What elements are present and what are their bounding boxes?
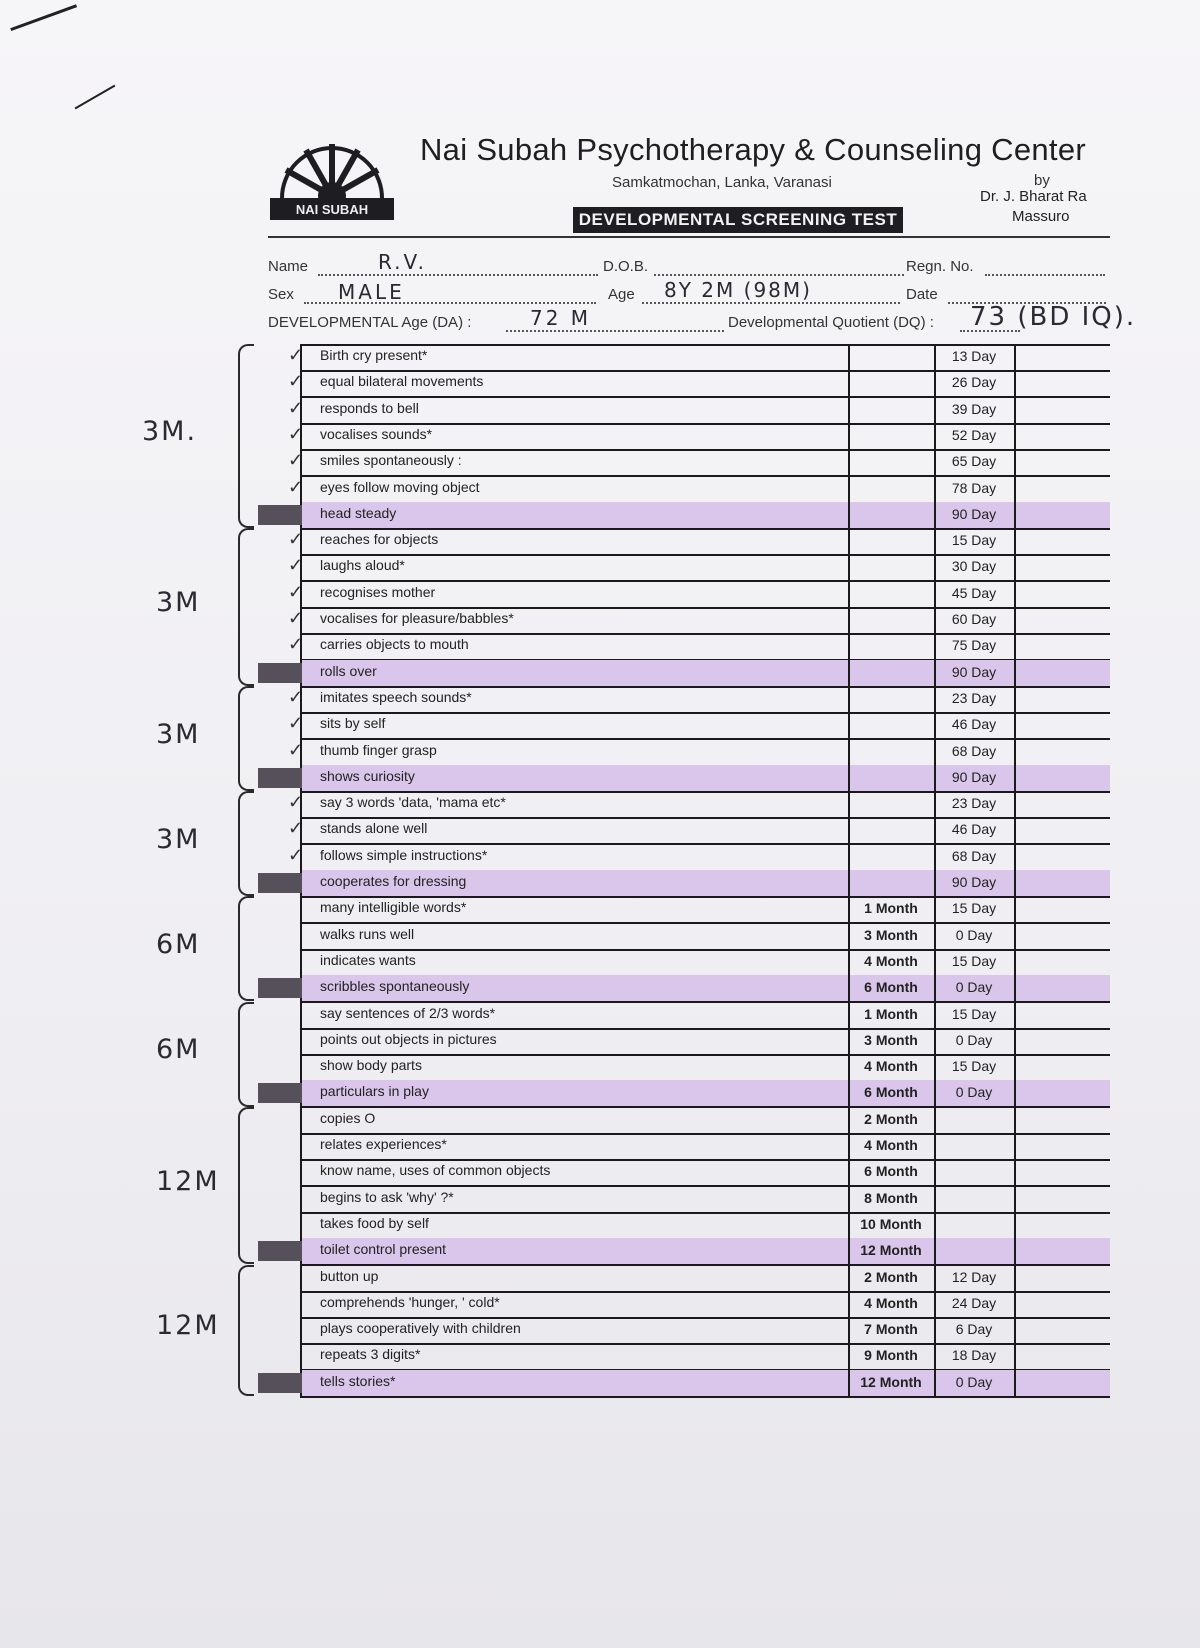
item-label: say 3 words 'data, 'mama etc*	[320, 794, 506, 811]
day-cell: 60 Day	[951, 611, 997, 627]
month-cell: 10 Month	[860, 1215, 922, 1232]
name-value: R.V.	[378, 250, 428, 274]
group-badge	[258, 978, 302, 998]
table-row	[300, 896, 1110, 924]
item-label: responds to bell	[320, 399, 419, 416]
table-row	[300, 370, 1110, 398]
day-cell: 0 Day	[955, 1084, 993, 1101]
item-label: laughs aloud*	[320, 557, 405, 574]
group-bracket	[238, 791, 254, 896]
group-badge	[258, 1083, 302, 1103]
table-row	[300, 739, 1110, 767]
item-label: eyes follow moving object	[320, 478, 480, 495]
table-row	[300, 1265, 1110, 1293]
age-annotation: 3M	[156, 823, 201, 855]
group-bracket	[238, 344, 254, 528]
day-cell: 46 Day	[951, 821, 997, 838]
sex-value: MALE	[338, 280, 405, 304]
check-mark-icon: ✓	[288, 818, 304, 839]
item-label: points out objects in pictures	[320, 1030, 497, 1047]
day-cell: 23 Day	[951, 689, 997, 706]
day-cell: 15 Day	[951, 900, 997, 917]
group-bracket	[238, 686, 254, 791]
check-mark-icon: ✓	[288, 529, 304, 550]
item-label: reaches for objects	[320, 531, 439, 548]
day-cell: 24 Day	[951, 1294, 997, 1311]
age-annotation: 3M.	[142, 416, 198, 448]
logo-text: NAI SUBAH	[295, 202, 369, 217]
item-label: many intelligible words*	[320, 899, 467, 916]
day-cell: 39 Day	[951, 400, 997, 417]
month-cell: 12 Month	[860, 1242, 922, 1259]
item-label: walks runs well	[320, 925, 415, 942]
item-label: equal bilateral movements	[320, 373, 484, 390]
name-dots	[318, 274, 598, 276]
dq-label: Developmental Quotient (DQ) :	[728, 314, 934, 331]
check-mark-icon: ✓	[288, 713, 304, 734]
table-row	[300, 1133, 1110, 1161]
table-row	[300, 923, 1110, 951]
item-label: head steady	[320, 504, 397, 521]
day-cell: 68 Day	[951, 742, 997, 759]
day-cell: 90 Day	[951, 874, 997, 890]
table-row	[300, 1317, 1110, 1345]
item-label: smiles spontaneously :	[320, 452, 462, 469]
table-row	[300, 528, 1110, 556]
dob-label: D.O.B.	[603, 258, 649, 275]
org-place: Massuro	[1012, 208, 1070, 225]
day-cell: 15 Day	[951, 1005, 997, 1022]
da-label: DEVELOPMENTAL Age (DA) :	[268, 314, 472, 331]
day-cell: 90 Day	[951, 768, 997, 785]
table-row	[300, 817, 1110, 845]
table-row	[300, 344, 1110, 372]
item-label: tells stories*	[320, 1372, 396, 1389]
check-mark-icon: ✓	[288, 345, 304, 365]
age-dots	[642, 302, 900, 304]
group-badge	[258, 505, 302, 525]
day-cell: 90 Day	[951, 663, 997, 680]
check-mark-icon: ✓	[288, 423, 304, 444]
da-dots	[506, 330, 724, 332]
day-cell: 30 Day	[951, 558, 997, 575]
day-cell: 78 Day	[951, 479, 997, 496]
month-cell: 3 Month	[864, 1031, 918, 1048]
check-mark-icon: ✓	[288, 739, 304, 760]
item-label: say sentences of 2/3 words*	[320, 1004, 496, 1021]
item-label: stands alone well	[320, 820, 428, 837]
month-cell: 4 Month	[864, 1137, 918, 1153]
table-row	[300, 765, 1110, 793]
month-cell: 12 Month	[860, 1373, 922, 1390]
item-label: indicates wants	[320, 951, 416, 968]
check-mark-icon: ✓	[288, 634, 304, 655]
day-cell: 65 Day	[951, 453, 997, 470]
month-cell: 6 Month	[864, 1084, 918, 1101]
month-cell: 3 Month	[864, 926, 918, 943]
table-row	[300, 791, 1110, 819]
da-value: 72 M	[530, 306, 592, 330]
day-cell: 46 Day	[951, 716, 997, 733]
item-label: cooperates for dressing	[320, 873, 467, 889]
month-cell: 7 Month	[864, 1321, 918, 1338]
table-row	[300, 1107, 1110, 1135]
group-badge	[258, 873, 302, 893]
day-cell: 0 Day	[955, 979, 993, 996]
age-annotation: 6M	[156, 928, 201, 960]
day-cell: 0 Day	[955, 1373, 993, 1390]
table-row	[300, 633, 1110, 661]
table-top-border	[300, 344, 1110, 346]
date-label: Date	[906, 286, 938, 303]
org-doctor: Dr. J. Bharat Ra	[980, 188, 1087, 205]
table-row	[300, 423, 1110, 451]
item-label: sits by self	[320, 715, 386, 732]
name-label: Name	[268, 258, 309, 275]
age-annotation: 12M	[156, 1165, 220, 1197]
item-label: follows simple instructions*	[320, 846, 488, 863]
day-cell: 12 Day	[951, 1268, 997, 1285]
dob-dots	[654, 274, 904, 276]
age-annotation: 12M	[156, 1310, 220, 1342]
day-cell: 0 Day	[955, 926, 993, 943]
table-row	[300, 949, 1110, 977]
day-cell: 23 Day	[951, 795, 997, 812]
table-row	[300, 1002, 1110, 1030]
group-badge	[258, 1373, 302, 1393]
table-row	[300, 1054, 1110, 1082]
day-cell: 15 Day	[951, 532, 997, 549]
table-row	[300, 1028, 1110, 1056]
org-address: Samkatmochan, Lanka, Varanasi	[612, 174, 832, 191]
check-mark-icon: ✓	[288, 476, 304, 497]
check-mark-icon: ✓	[288, 686, 304, 707]
table-row	[300, 449, 1110, 477]
regn-label: Regn. No.	[906, 258, 974, 275]
item-label: comprehends 'hunger, ' cold*	[320, 1293, 500, 1310]
month-cell: 8 Month	[864, 1189, 918, 1206]
item-label: particulars in play	[320, 1083, 429, 1100]
sex-label: Sex	[268, 286, 294, 303]
table-row	[300, 581, 1110, 609]
table-row	[300, 1212, 1110, 1240]
item-label: toilet control present	[320, 1241, 447, 1258]
item-label: plays cooperatively with children	[320, 1320, 521, 1337]
check-mark-icon: ✓	[288, 397, 304, 418]
day-cell: 90 Day	[951, 505, 997, 522]
month-cell: 1 Month	[864, 900, 918, 917]
item-label: recognises mother	[320, 583, 436, 600]
table-row	[300, 1238, 1110, 1266]
table-row	[300, 712, 1110, 740]
group-bracket	[238, 1107, 254, 1265]
table-row	[300, 1291, 1110, 1319]
day-cell: 68 Day	[951, 847, 997, 864]
check-mark-icon: ✓	[288, 844, 304, 865]
age-annotation: 6M	[156, 1034, 201, 1066]
day-cell: 26 Day	[951, 374, 997, 391]
item-label: thumb finger grasp	[320, 741, 437, 758]
age-value: 8Y 2M (98M)	[664, 278, 812, 302]
test-title: DEVELOPMENTAL SCREENING TEST	[573, 207, 903, 233]
month-cell: 4 Month	[864, 952, 918, 969]
table-column-divider	[934, 344, 936, 1396]
corner-mark	[0, 0, 77, 31]
org-by: by	[1034, 172, 1050, 189]
day-cell: 75 Day	[951, 637, 997, 654]
month-cell: 9 Month	[864, 1347, 918, 1364]
day-cell: 52 Day	[951, 426, 997, 443]
table-row	[300, 476, 1110, 504]
check-mark-icon: ✓	[288, 608, 304, 628]
day-cell: 6 Day	[955, 1321, 993, 1338]
table-row	[300, 554, 1110, 582]
month-cell: 1 Month	[864, 1005, 918, 1022]
month-cell: 6 Month	[864, 1163, 918, 1180]
table-row	[300, 502, 1110, 530]
day-cell: 15 Day	[951, 952, 997, 969]
month-cell: 2 Month	[864, 1268, 918, 1285]
item-label: vocalises sounds*	[320, 425, 433, 442]
item-label: rolls over	[320, 662, 377, 679]
table-row	[300, 660, 1110, 688]
table-row	[300, 397, 1110, 425]
table-row	[300, 1343, 1110, 1371]
table-row	[300, 975, 1110, 1003]
day-cell: 13 Day	[951, 348, 997, 364]
month-cell: 6 Month	[864, 979, 918, 996]
age-label: Age	[608, 286, 635, 303]
item-label: begins to ask 'why' ?*	[320, 1188, 454, 1205]
table-row	[300, 686, 1110, 714]
day-cell: 45 Day	[951, 584, 997, 601]
group-badge	[258, 768, 302, 788]
item-label: repeats 3 digits*	[320, 1346, 421, 1363]
item-label: imitates speech sounds*	[320, 688, 472, 705]
table-row	[300, 1370, 1110, 1398]
check-mark-icon: ✓	[288, 792, 304, 813]
table-column-divider	[848, 344, 850, 1396]
group-bracket	[238, 528, 254, 686]
item-label: Birth cry present*	[320, 347, 428, 363]
group-bracket	[238, 896, 254, 1001]
month-cell: 4 Month	[864, 1058, 918, 1075]
table-row	[300, 607, 1110, 635]
month-cell: 4 Month	[864, 1294, 918, 1311]
check-mark-icon: ✓	[288, 450, 304, 471]
table-column-divider	[1014, 344, 1016, 1396]
table-row	[300, 870, 1110, 898]
table-row	[300, 1186, 1110, 1214]
group-badge	[258, 663, 302, 683]
day-cell: 0 Day	[955, 1031, 993, 1048]
day-cell: 18 Day	[951, 1347, 997, 1364]
check-mark-icon: ✓	[288, 555, 304, 576]
item-label: vocalises for pleasure/babbles*	[320, 610, 514, 626]
item-label: show body parts	[320, 1057, 422, 1074]
pen-tick-mark	[75, 85, 116, 110]
item-label: scribbles spontaneously	[320, 978, 470, 995]
age-annotation: 3M	[156, 587, 201, 618]
table-row	[300, 1159, 1110, 1187]
table-row	[300, 1080, 1110, 1108]
org-title: Nai Subah Psychotherapy & Counseling Center	[420, 132, 1087, 167]
age-annotation: 3M	[156, 718, 201, 750]
item-label: know name, uses of common objects	[320, 1162, 551, 1179]
group-bracket	[238, 1002, 254, 1107]
month-cell: 2 Month	[864, 1110, 918, 1127]
regn-dots	[985, 274, 1105, 276]
item-label: relates experiences*	[320, 1136, 447, 1152]
item-label: copies O	[320, 1109, 376, 1126]
item-label: button up	[320, 1267, 379, 1284]
header-divider	[268, 236, 1110, 238]
group-badge	[258, 1241, 302, 1261]
dq-value: 73 (BD IQ).	[970, 302, 1137, 332]
check-mark-icon: ✓	[288, 371, 304, 392]
table-column-divider	[300, 344, 302, 1396]
item-label: shows curiosity	[320, 767, 415, 784]
day-cell: 15 Day	[951, 1058, 997, 1075]
check-mark-icon: ✓	[288, 581, 304, 602]
item-label: carries objects to mouth	[320, 636, 469, 653]
item-label: takes food by self	[320, 1214, 429, 1231]
group-bracket	[238, 1265, 254, 1397]
table-row	[300, 844, 1110, 872]
